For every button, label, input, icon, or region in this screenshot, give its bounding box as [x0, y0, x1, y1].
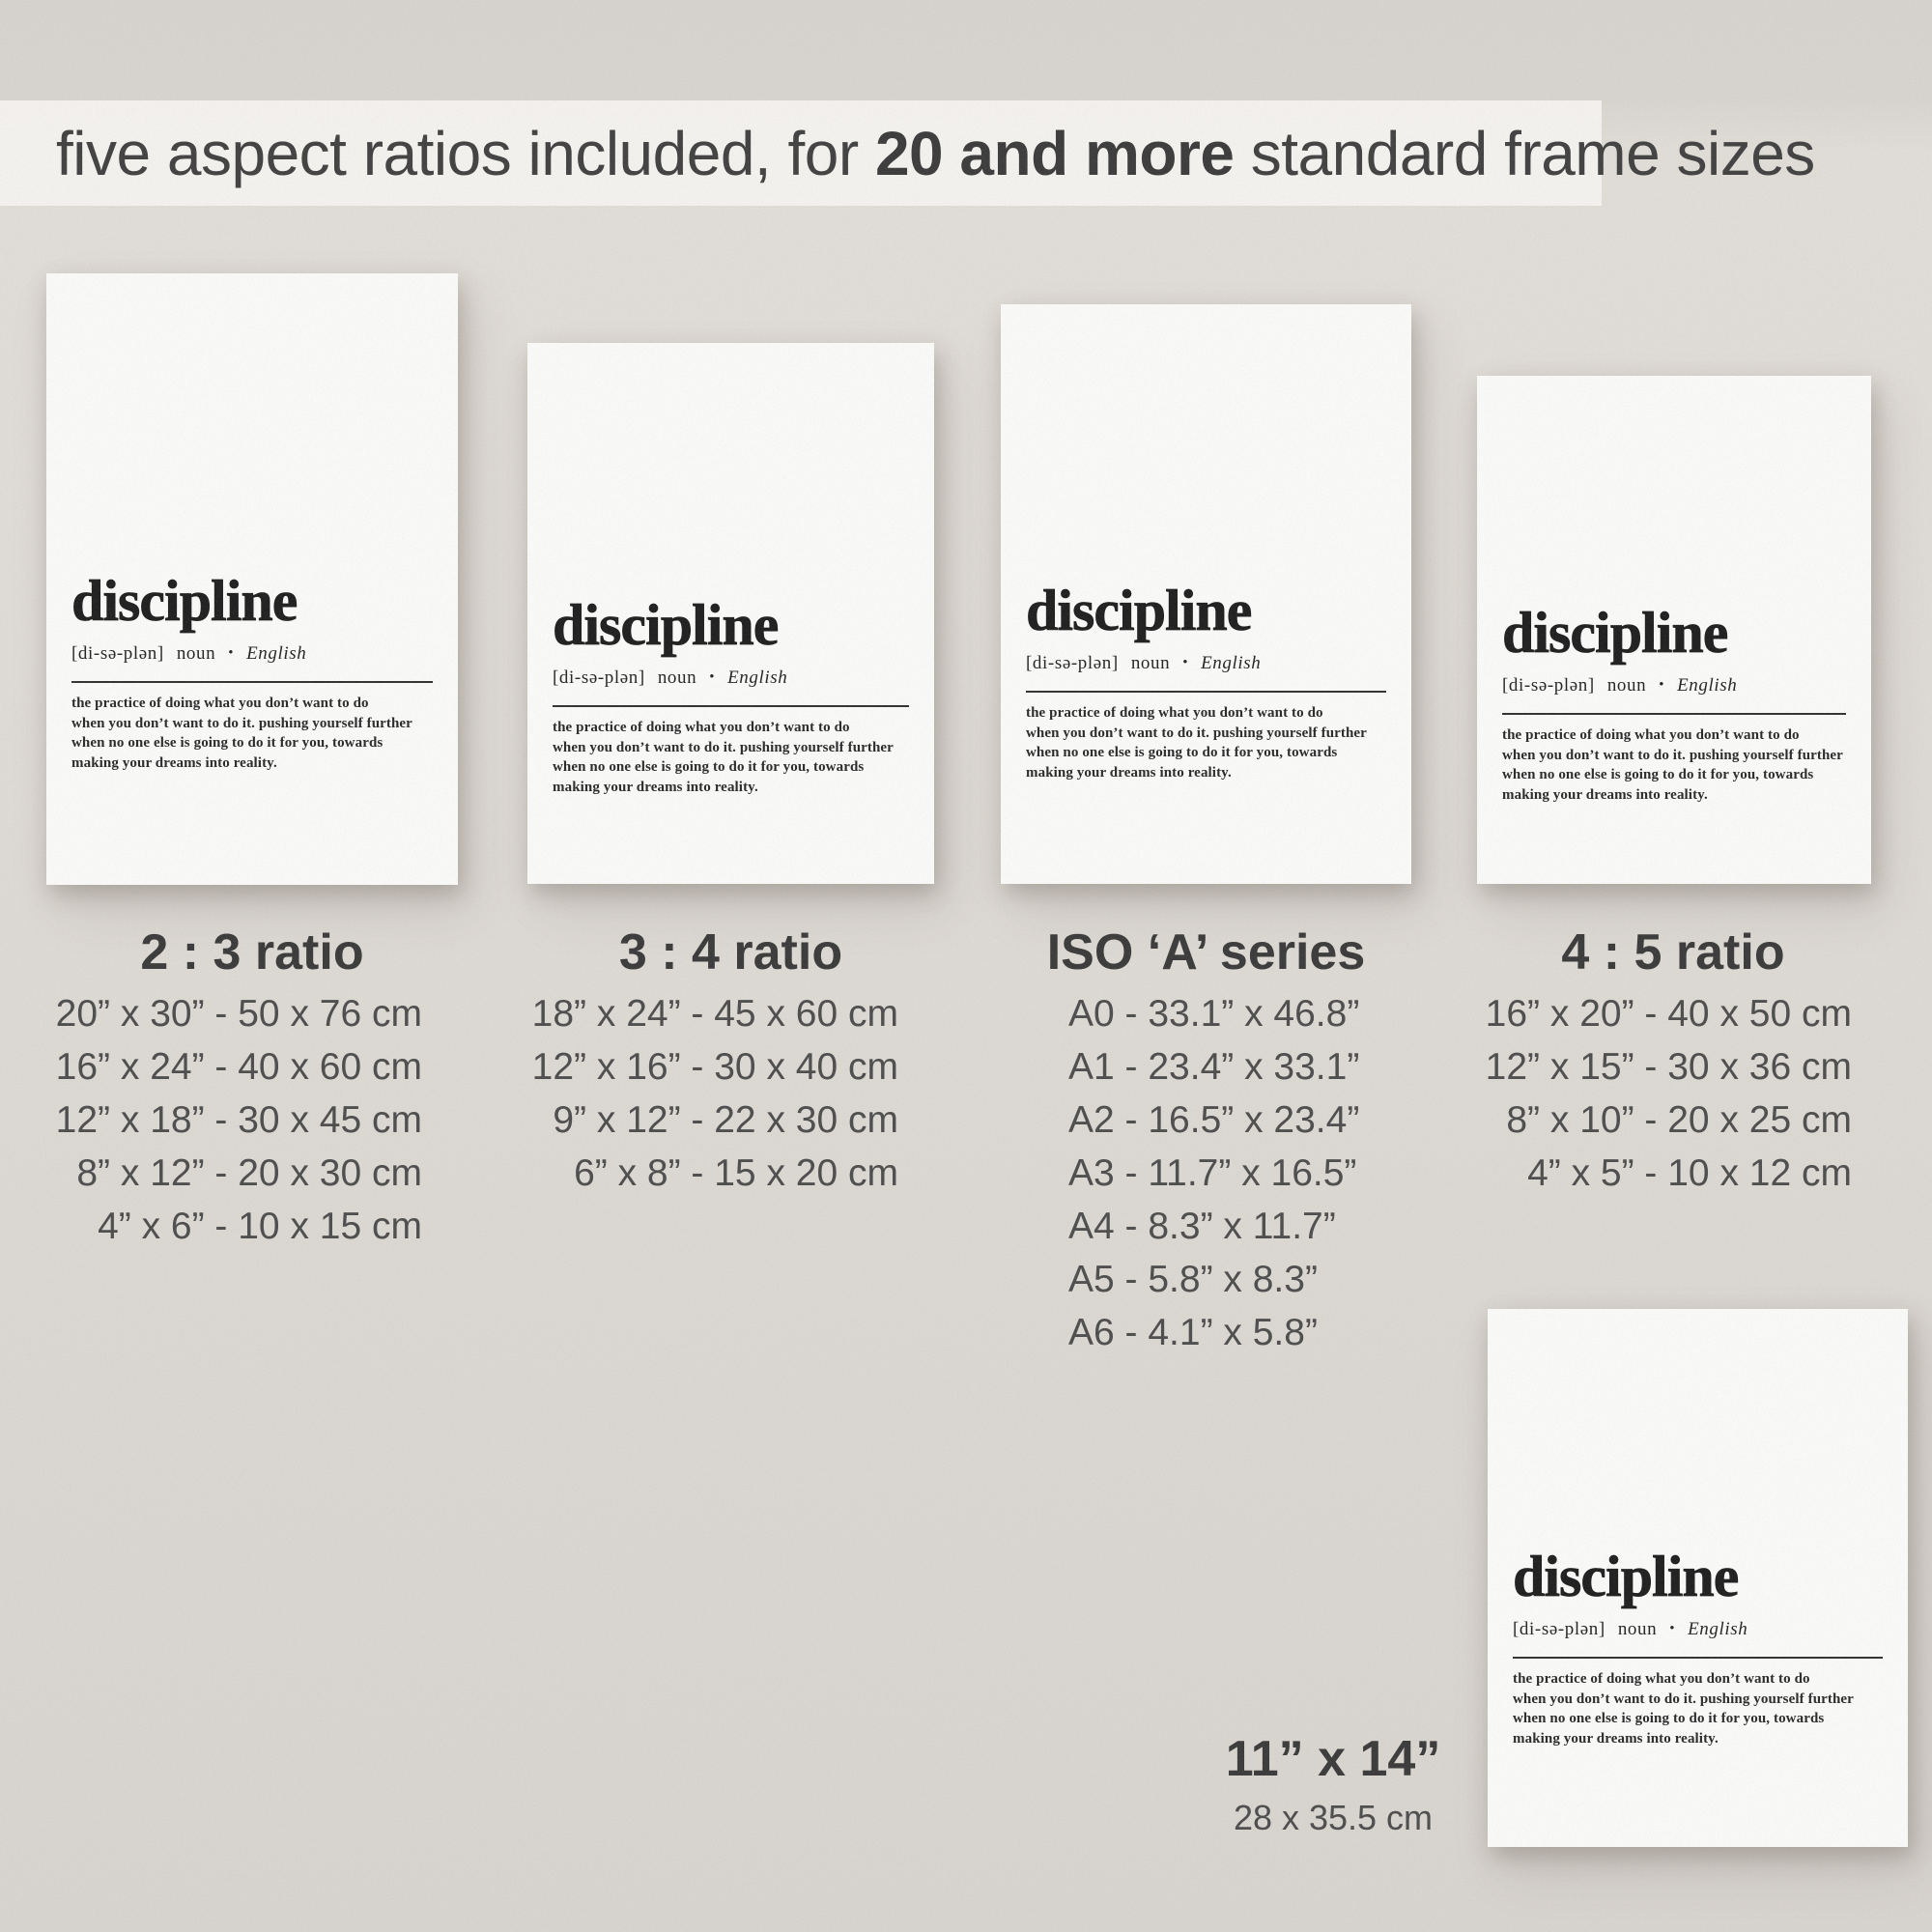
size-row: A0 - 33.1” x 46.8” [1068, 993, 1360, 1035]
definition-line: when no one else is going to do it for you, towards [1502, 767, 1814, 782]
size-row: A1 - 23.4” x 33.1” [1068, 1046, 1360, 1088]
ratio-label-iso-a: ISO ‘A’ series [1046, 924, 1366, 980]
definition-line: the practice of doing what you don’t want to do [1502, 727, 1800, 743]
poster-3-4-ratio [527, 343, 934, 884]
size-list-iso-a [1001, 987, 1411, 1359]
poster-pronunciation [1502, 673, 1846, 697]
poster-title: discipline [1502, 601, 1728, 665]
size-row: 16” x 24” - 40 x 60 cm [55, 1046, 422, 1088]
definition-line: when you don’t want to do it. pushing yourself further [553, 739, 894, 755]
poster-pronunciation [553, 666, 909, 690]
language: English [1688, 1619, 1748, 1639]
poster-2-3-ratio [46, 273, 458, 885]
size-list-2-3 [46, 987, 458, 1253]
ratio-label-3-4: 3 : 4 ratio [618, 924, 843, 980]
size-column-iso-a [1001, 923, 1411, 1359]
ratio-label-2-3: 2 : 3 ratio [140, 924, 364, 980]
definition-line: the practice of doing what you don’t want to do [1513, 1671, 1810, 1687]
size-row: 4” x 5” - 10 x 12 cm [1527, 1152, 1852, 1194]
size-row: 12” x 16” - 30 x 40 cm [531, 1046, 898, 1088]
size-row: A2 - 16.5” x 23.4” [1068, 1099, 1360, 1141]
size-label-11x14 [1140, 1729, 1526, 1839]
poster-pronunciation [1513, 1617, 1883, 1641]
size-row: A5 - 5.8” x 8.3” [1068, 1259, 1318, 1300]
language: English [727, 668, 788, 688]
phonetic: [di-sə-plən] [553, 668, 645, 688]
poster-iso-a-series [1001, 304, 1411, 884]
poster-definition [1502, 725, 1846, 805]
ratio-label-4-5: 4 : 5 ratio [1561, 924, 1785, 980]
size-column-4-5 [1474, 923, 1872, 1200]
poster-title: discipline [1513, 1545, 1739, 1608]
poster-4-5-ratio [1477, 376, 1871, 884]
size-row: 20” x 30” - 50 x 76 cm [55, 993, 422, 1035]
poster-title: discipline [1026, 579, 1252, 642]
part-of-speech: noun [1130, 653, 1171, 673]
definition-line: when you don’t want to do it. pushing yourself further [71, 715, 412, 731]
divider-rule [553, 705, 909, 707]
bullet-separator: • [1669, 1621, 1676, 1636]
size-row: 16” x 20” - 40 x 50 cm [1485, 993, 1852, 1035]
definition-line: making your dreams into reality. [71, 754, 277, 771]
definition-line: the practice of doing what you don’t want to do [71, 696, 369, 711]
poster-pronunciation [71, 641, 433, 666]
phonetic: [di-sə-plən] [1026, 653, 1119, 673]
part-of-speech: noun [1617, 1619, 1658, 1639]
size-metric: 28 x 35.5 cm [1233, 1798, 1434, 1837]
poster-definition [553, 718, 909, 797]
size-row: 8” x 12” - 20 x 30 cm [76, 1152, 422, 1194]
poster-definition [1513, 1669, 1883, 1748]
header-banner [0, 100, 1815, 206]
definition-line: making your dreams into reality. [1513, 1730, 1719, 1747]
poster-pronunciation [1026, 651, 1386, 675]
poster-definition [71, 694, 433, 773]
phonetic: [di-sə-plən] [1502, 675, 1595, 696]
language: English [1201, 653, 1262, 673]
bullet-separator: • [1182, 655, 1189, 670]
definition-line: the practice of doing what you don’t want to do [1026, 705, 1323, 721]
part-of-speech: noun [1606, 675, 1647, 696]
divider-rule [1026, 691, 1386, 693]
banner-text: five aspect ratios included, for [56, 118, 875, 188]
part-of-speech: noun [176, 643, 216, 664]
definition-line: making your dreams into reality. [553, 779, 758, 795]
banner-text-bold: 20 and more [874, 118, 1235, 188]
poster-title: discipline [71, 569, 298, 633]
definition-line: when no one else is going to do it for you, towards [71, 735, 384, 751]
size-row: 9” x 12” - 22 x 30 cm [553, 1099, 898, 1141]
language: English [246, 643, 307, 664]
bullet-separator: • [1659, 677, 1665, 693]
definition-line: when no one else is going to do it for you, towards [1513, 1711, 1825, 1726]
bullet-separator: • [709, 669, 716, 685]
definition-line: making your dreams into reality. [1502, 786, 1708, 803]
size-inches: 11” x 14” [1225, 1731, 1441, 1787]
size-row: 6” x 8” - 15 x 20 cm [574, 1152, 898, 1194]
definition-line: when no one else is going to do it for you, towards [553, 759, 865, 775]
size-column-2-3 [46, 923, 458, 1253]
size-column-3-4 [527, 923, 934, 1200]
definition-line: when no one else is going to do it for you, towards [1026, 745, 1338, 760]
size-row: A6 - 4.1” x 5.8” [1068, 1312, 1318, 1353]
poster-title: discipline [553, 593, 779, 657]
poster-definition [1026, 703, 1386, 782]
language: English [1677, 675, 1738, 696]
definition-line: the practice of doing what you don’t want to do [553, 720, 850, 735]
divider-rule [1502, 713, 1846, 715]
definition-line: when you don’t want to do it. pushing yourself further [1026, 724, 1367, 741]
bullet-separator: • [228, 645, 235, 661]
size-row: 18” x 24” - 45 x 60 cm [531, 993, 898, 1035]
size-list-4-5 [1474, 987, 1872, 1200]
part-of-speech: noun [657, 668, 697, 688]
divider-rule [1513, 1657, 1883, 1659]
size-row: 4” x 6” - 10 x 15 cm [98, 1206, 422, 1247]
definition-line: when you don’t want to do it. pushing yourself further [1502, 747, 1843, 763]
size-list-3-4 [527, 987, 934, 1200]
size-row: A4 - 8.3” x 11.7” [1068, 1206, 1336, 1247]
definition-line: making your dreams into reality. [1026, 764, 1232, 781]
phonetic: [di-sə-plən] [1513, 1619, 1605, 1639]
size-row: A3 - 11.7” x 16.5” [1068, 1152, 1357, 1194]
size-row: 12” x 15” - 30 x 36 cm [1485, 1046, 1852, 1088]
size-row: 8” x 10” - 20 x 25 cm [1506, 1099, 1852, 1141]
phonetic: [di-sə-plən] [71, 643, 164, 664]
poster-11x14 [1488, 1309, 1908, 1847]
divider-rule [71, 681, 433, 683]
definition-line: when you don’t want to do it. pushing yourself further [1513, 1690, 1854, 1707]
size-row: 12” x 18” - 30 x 45 cm [55, 1099, 422, 1141]
banner-text-after: standard frame sizes [1234, 118, 1815, 188]
